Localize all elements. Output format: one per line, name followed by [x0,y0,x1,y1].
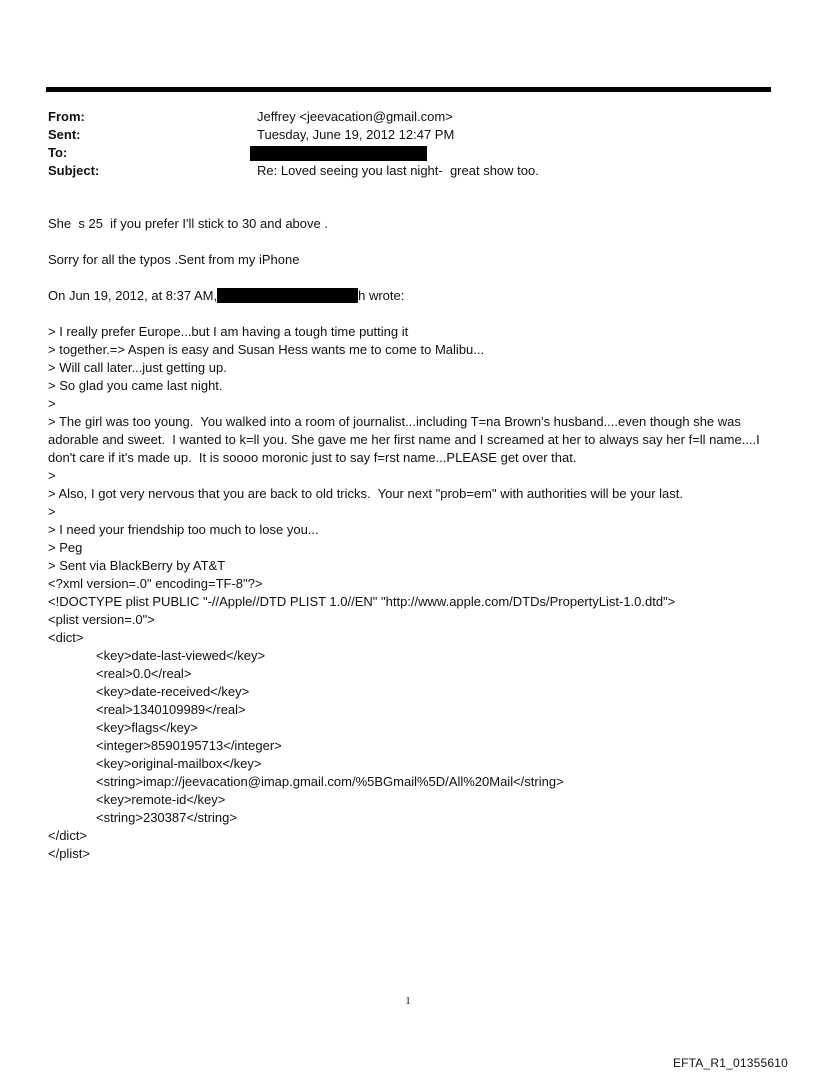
plist-line: <key>flags</key> [96,720,198,735]
plist-line: </dict> [48,828,88,843]
quoted-line: > together.=> Aspen is easy and Susan Hess wants me to come to Malibu... [48,342,485,357]
plist-line: <real>0.0</real> [96,666,192,681]
plist-line: <key>date-last-viewed</key> [96,648,266,663]
quoted-line: > I really prefer Europe...but I am having a tough time putting it [48,324,409,339]
reply-line: She s 25 if you prefer I'll stick to 30 and above . [48,216,328,231]
signature-line: Sorry for all the typos .Sent from my iPhone [48,252,300,267]
plist-line: </plist> [48,846,90,861]
from-row [48,108,768,126]
quoted-line: > Sent via BlackBerry by AT&T [48,558,226,573]
plist-line: <?xml version=.0" encoding=TF-8"?> [48,576,263,591]
page-number: 1 [405,995,411,1007]
to-label: To: [48,145,68,160]
quoted-line: > So glad you came last night. [48,378,223,393]
subject-row [48,162,768,180]
email-body [48,215,770,863]
plist-line: <key>original-mailbox</key> [96,756,262,771]
email-header [48,108,768,180]
quoted-line: > [48,468,56,483]
plist-metadata [48,575,770,863]
quoted-line: > Will call later...just getting up. [48,360,227,375]
plist-line: <key>remote-id</key> [96,792,226,807]
subject-value: Re: Loved seeing you last night- great show too. [257,163,539,178]
attribution-suffix: h wrote: [358,288,405,303]
quoted-message [48,323,770,575]
subject-label: Subject: [48,163,100,178]
plist-line: <plist version=.0"> [48,612,155,627]
quoted-line: > The girl was too young. You walked into a room of journalist...including T=na Brown's husband....even though she was adorable and sweet. I wanted to k=ll you. She gave me her first name and I screamed at her to always say her f=ll name....I don't care if it's made up. It is soooo moronic just to say f=rst name...PLEASE get over that. [48,414,764,465]
plist-line: <dict> [48,630,84,645]
plist-line: <integer>8590195713</integer> [96,738,282,753]
plist-line: <real>1340109989</real> [96,702,246,717]
sent-label: Sent: [48,127,81,142]
sender-redaction-bar [217,288,358,303]
plist-line: <!DOCTYPE plist PUBLIC "-//Apple//DTD PLIST 1.0//EN" "http://www.apple.com/DTDs/PropertyList-1.0.dtd"> [48,594,676,609]
attribution-prefix: On Jun 19, 2012, at 8:37 AM, [48,288,218,303]
quote-attribution [48,287,770,305]
from-value: Jeffrey <jeevacation@gmail.com> [257,109,453,124]
quoted-line: > Also, I got very nervous that you are back to old tricks. Your next "prob=em" with authorities will be your last. [48,486,683,501]
from-label: From: [48,109,85,124]
quoted-line: > I need your friendship too much to lose you... [48,522,319,537]
header-divider [46,87,771,92]
plist-line: <string>imap://jeevacation@imap.gmail.com/%5BGmail%5D/All%20Mail</string> [96,774,564,789]
sent-row [48,126,768,144]
quoted-line: > [48,396,56,411]
plist-line: <key>date-received</key> [96,684,250,699]
quoted-line: > Peg [48,540,83,555]
to-redaction-bar [250,146,427,161]
bates-number: EFTA_R1_01355610 [672,1056,788,1070]
to-row [48,144,768,162]
quoted-line: > [48,504,56,519]
sent-value: Tuesday, June 19, 2012 12:47 PM [257,127,455,142]
plist-line: <string>230387</string> [96,810,237,825]
